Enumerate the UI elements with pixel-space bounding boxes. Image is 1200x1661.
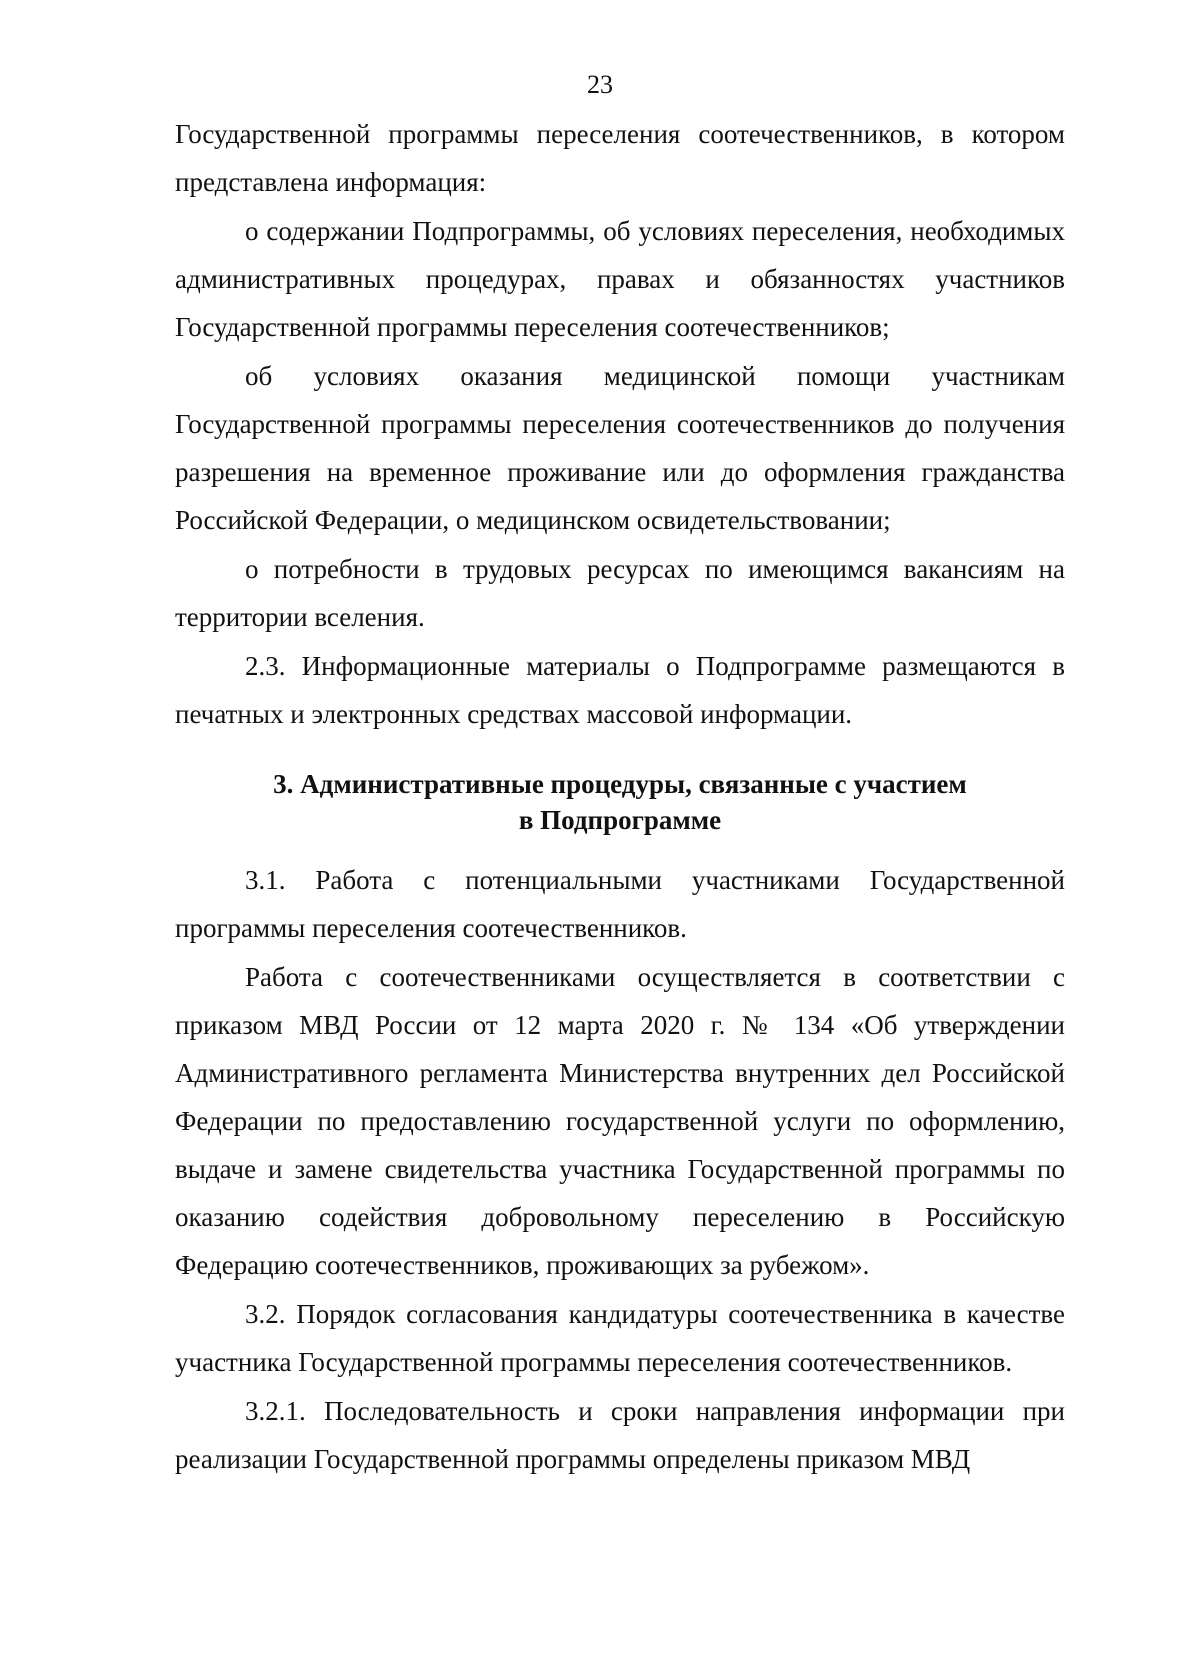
section-heading	[175, 766, 1065, 838]
paragraph-3-2: 3.2. Порядок согласования кандидатуры соотечественника в качестве участника Государственной программы переселения соотечественников.	[175, 1299, 1065, 1377]
paragraph-continuation: Государственной программы переселения соотечественников, в котором представлена информация:	[175, 119, 1065, 197]
paragraph-3-2-1: 3.2.1. Последовательность и сроки направления информации при реализации Государственной программы определены приказом МВД	[175, 1396, 1065, 1474]
section-heading-line-2: в Подпрограмме	[518, 805, 722, 835]
paragraph-labor-resources: о потребности в трудовых ресурсах по имеющимся вакансиям на территории вселения.	[175, 554, 1065, 632]
section-heading-line-1: 3. Административные процедуры, связанные с участием	[273, 769, 967, 799]
paragraph-medical-help: об условиях оказания медицинской помощи участникам Государственной программы переселения соотечественников до получения разрешения на временное проживание или до оформления гражданства Российской Федерации, о медицинском освидетельствовании;	[175, 361, 1065, 535]
paragraph-subprogram-content: о содержании Подпрограммы, об условиях переселения, необходимых административных процедурах, правах и обязанностях участников Государственной программы переселения соотечественников;	[175, 216, 1065, 342]
paragraph-3-1: 3.1. Работа с потенциальными участниками Государственной программы переселения соотечественников.	[175, 865, 1065, 943]
paragraph-work-with-compatriots: Работа с соотечественниками осуществляется в соответствии с приказом МВД России от 12 марта 2020 г. № 134 «Об утверждении Административного регламента Министерства внутренних дел Российской Федерации по предоставлению государственной услуги по оформлению, выдаче и замене свидетельства участника Государственной программы по оказанию содействия добровольному переселению в Российскую Федерацию соотечественников, проживающих за рубежом».	[175, 962, 1065, 1280]
document-body	[175, 110, 1065, 1484]
page-number: 23	[587, 70, 613, 99]
paragraph-2-3: 2.3. Информационные материалы о Подпрограмме размещаются в печатных и электронных средствах массовой информации.	[175, 651, 1065, 729]
